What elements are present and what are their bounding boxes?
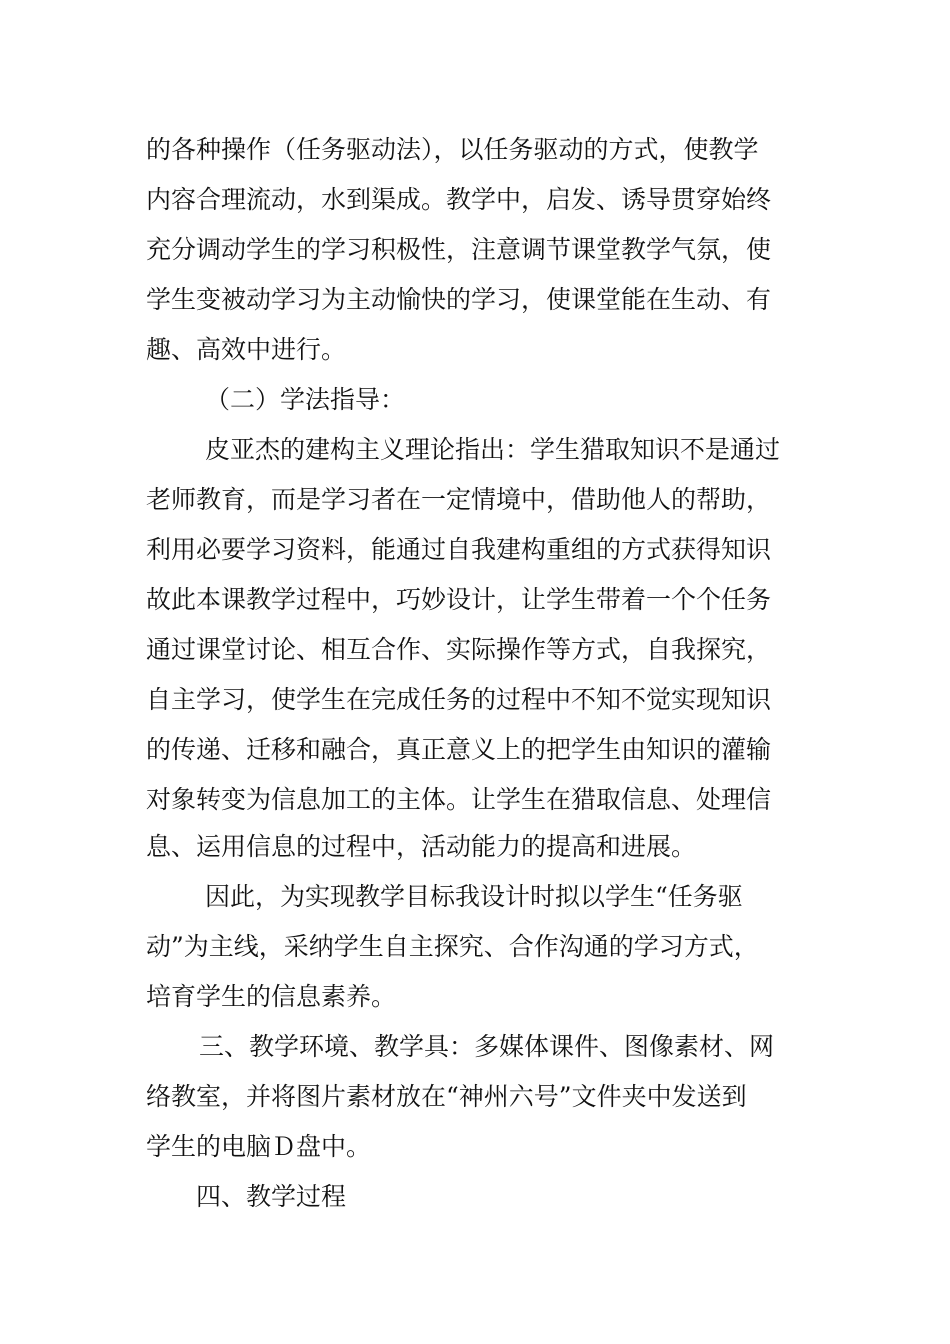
text-line: 动”为主线，采纳学生自主探究、合作沟通的学习方式， <box>146 932 759 961</box>
text-line: 趣、高效中进行。 <box>146 335 347 364</box>
text-line: 利用必要学习资料，能通过自我建构重组的方式获得知识 <box>146 535 772 564</box>
section-heading: 四、教学过程 <box>196 1182 347 1211</box>
text-line: 学生变被动学习为主动愉快的学习，使课堂能在生动、有 <box>146 285 772 314</box>
section-heading: （二）学法指导： <box>205 385 406 414</box>
text-line: 充分调动学生的学习积极性，注意调节课堂教学气氛，使 <box>146 235 772 264</box>
text-line: 老师教育，而是学习者在一定情境中，借助他人的帮助， <box>146 485 772 514</box>
text-line: 息、运用信息的过程中，活动能力的提高和进展。 <box>146 832 697 861</box>
text-line: 故此本课教学过程中，巧妙设计，让学生带着一个个任务 <box>146 585 772 614</box>
text-line: 自主学习，使学生在完成任务的过程中不知不觉实现知识 <box>146 685 772 714</box>
text-line: 培育学生的信息素养。 <box>146 982 397 1011</box>
section-heading: 三、教学环境、教学具：多媒体课件、图像素材、网 <box>199 1032 775 1061</box>
text-line: 对象转变为信息加工的主体。让学生在猎取信息、处理信 <box>146 785 772 814</box>
text-line: 因此，为实现教学目标我设计时拟以学生“任务驱 <box>205 882 743 911</box>
text-line: 内容合理流动，水到渠成。教学中，启发、诱导贯穿始终 <box>146 185 772 214</box>
text-line: 皮亚杰的建构主义理论指出：学生猎取知识不是通过 <box>205 435 781 464</box>
text-line: 络教室，并将图片素材放在“神州六号”文件夹中发送到 <box>146 1082 747 1111</box>
text-line: 的传递、迁移和融合，真正意义上的把学生由知识的灌输 <box>146 735 772 764</box>
text-line: 学生的电脑Ｄ盘中。 <box>146 1132 372 1161</box>
text-line: 通过课堂讨论、相互合作、实际操作等方式，自我探究， <box>146 635 772 664</box>
text-line: 的各种操作（任务驱动法），以任务驱动的方式，使教学 <box>146 135 759 164</box>
